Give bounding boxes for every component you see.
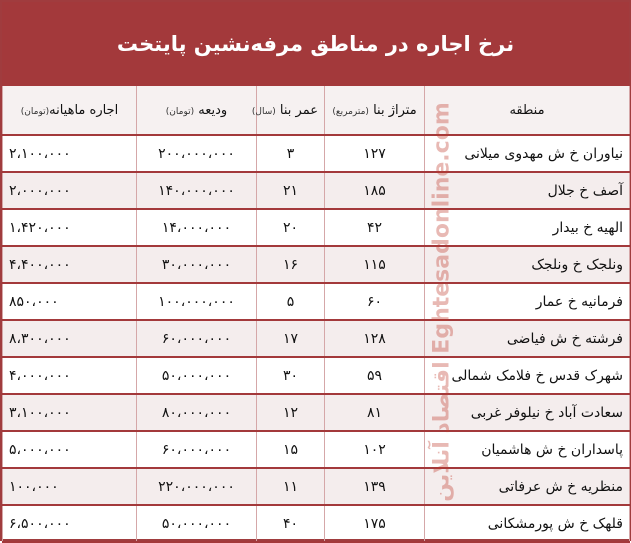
cell-area: الهیه خ بیدار <box>425 209 630 246</box>
cell-area: قلهک خ ش پورمشکانی <box>425 505 630 542</box>
cell-age: ۴۰ <box>257 505 325 542</box>
header-deposit: ودیعه (تومان) <box>137 86 257 135</box>
cell-rent: ۴،۰۰۰،۰۰۰ <box>3 357 137 394</box>
cell-rent: ۵،۰۰۰،۰۰۰ <box>3 431 137 468</box>
cell-age: ۵ <box>257 283 325 320</box>
cell-age: ۱۶ <box>257 246 325 283</box>
cell-rent: ۲،۰۰۰،۰۰۰ <box>3 172 137 209</box>
cell-rent: ۲،۱۰۰،۰۰۰ <box>3 135 137 172</box>
table-row <box>3 246 630 283</box>
cell-age: ۲۰ <box>257 209 325 246</box>
cell-deposit: ۱۰۰،۰۰۰،۰۰۰ <box>137 283 257 320</box>
cell-age: ۳ <box>257 135 325 172</box>
cell-age: ۳۰ <box>257 357 325 394</box>
rent-table <box>2 86 630 543</box>
header-area: منطقه <box>425 86 630 135</box>
cell-area: ونلجک خ ونلجک <box>425 246 630 283</box>
cell-size: ۸۱ <box>325 394 425 431</box>
cell-age: ۱۵ <box>257 431 325 468</box>
table-row <box>3 431 630 468</box>
table-row <box>3 283 630 320</box>
cell-size: ۴۲ <box>325 209 425 246</box>
cell-age: ۲۱ <box>257 172 325 209</box>
cell-age: ۱۲ <box>257 394 325 431</box>
cell-deposit: ۵۰،۰۰۰،۰۰۰ <box>137 505 257 542</box>
cell-deposit: ۸۰،۰۰۰،۰۰۰ <box>137 394 257 431</box>
table-row <box>3 172 630 209</box>
cell-size: ۵۹ <box>325 357 425 394</box>
table-body <box>3 135 630 542</box>
cell-area: سعادت آباد خ نیلوفر غربی <box>425 394 630 431</box>
table-row <box>3 135 630 172</box>
cell-area: آصف خ جلال <box>425 172 630 209</box>
cell-deposit: ۱۴۰،۰۰۰،۰۰۰ <box>137 172 257 209</box>
cell-rent: ۱۰۰،۰۰۰ <box>3 468 137 505</box>
cell-area: پاسداران خ ش هاشمیان <box>425 431 630 468</box>
cell-area: نیاوران خ ش مهدوی میلانی <box>425 135 630 172</box>
cell-size: ۱۳۹ <box>325 468 425 505</box>
cell-size: ۱۸۵ <box>325 172 425 209</box>
page-title: نرخ اجاره در مناطق مرفه‌نشین پایتخت <box>116 32 515 56</box>
cell-area: شهرک قدس خ فلامک شمالی <box>425 357 630 394</box>
table-row <box>3 320 630 357</box>
header-rent: اجاره ماهیانه(تومان) <box>3 86 137 135</box>
cell-deposit: ۶۰،۰۰۰،۰۰۰ <box>137 320 257 357</box>
cell-size: ۱۱۵ <box>325 246 425 283</box>
cell-rent: ۳،۱۰۰،۰۰۰ <box>3 394 137 431</box>
table-row <box>3 209 630 246</box>
table-row <box>3 357 630 394</box>
title-bar <box>2 2 629 86</box>
cell-rent: ۱،۴۲۰،۰۰۰ <box>3 209 137 246</box>
cell-size: ۱۲۷ <box>325 135 425 172</box>
table-header-row <box>3 86 630 135</box>
cell-area: فرشته خ ش فیاضی <box>425 320 630 357</box>
cell-age: ۱۷ <box>257 320 325 357</box>
table-row <box>3 505 630 542</box>
cell-size: ۶۰ <box>325 283 425 320</box>
cell-rent: ۸۵۰،۰۰۰ <box>3 283 137 320</box>
cell-deposit: ۶۰،۰۰۰،۰۰۰ <box>137 431 257 468</box>
cell-deposit: ۲۲۰،۰۰۰،۰۰۰ <box>137 468 257 505</box>
cell-deposit: ۱۴،۰۰۰،۰۰۰ <box>137 209 257 246</box>
cell-size: ۱۰۲ <box>325 431 425 468</box>
cell-area: منظریه خ ش عرفاتی <box>425 468 630 505</box>
cell-area: فرمانیه خ عمار <box>425 283 630 320</box>
cell-deposit: ۵۰،۰۰۰،۰۰۰ <box>137 357 257 394</box>
watermark: اقتصاد آنلاین Eghtesadonline.com <box>429 102 455 502</box>
table-row <box>3 394 630 431</box>
cell-rent: ۶،۵۰۰،۰۰۰ <box>3 505 137 542</box>
header-age: عمر بنا (سال) <box>257 86 325 135</box>
header-size: متراژ بنا (مترمربع) <box>325 86 425 135</box>
cell-rent: ۴،۴۰۰،۰۰۰ <box>3 246 137 283</box>
cell-size: ۱۷۵ <box>325 505 425 542</box>
table-row <box>3 468 630 505</box>
cell-deposit: ۲۰۰،۰۰۰،۰۰۰ <box>137 135 257 172</box>
cell-age: ۱۱ <box>257 468 325 505</box>
cell-rent: ۸،۳۰۰،۰۰۰ <box>3 320 137 357</box>
cell-size: ۱۲۸ <box>325 320 425 357</box>
cell-deposit: ۳۰،۰۰۰،۰۰۰ <box>137 246 257 283</box>
